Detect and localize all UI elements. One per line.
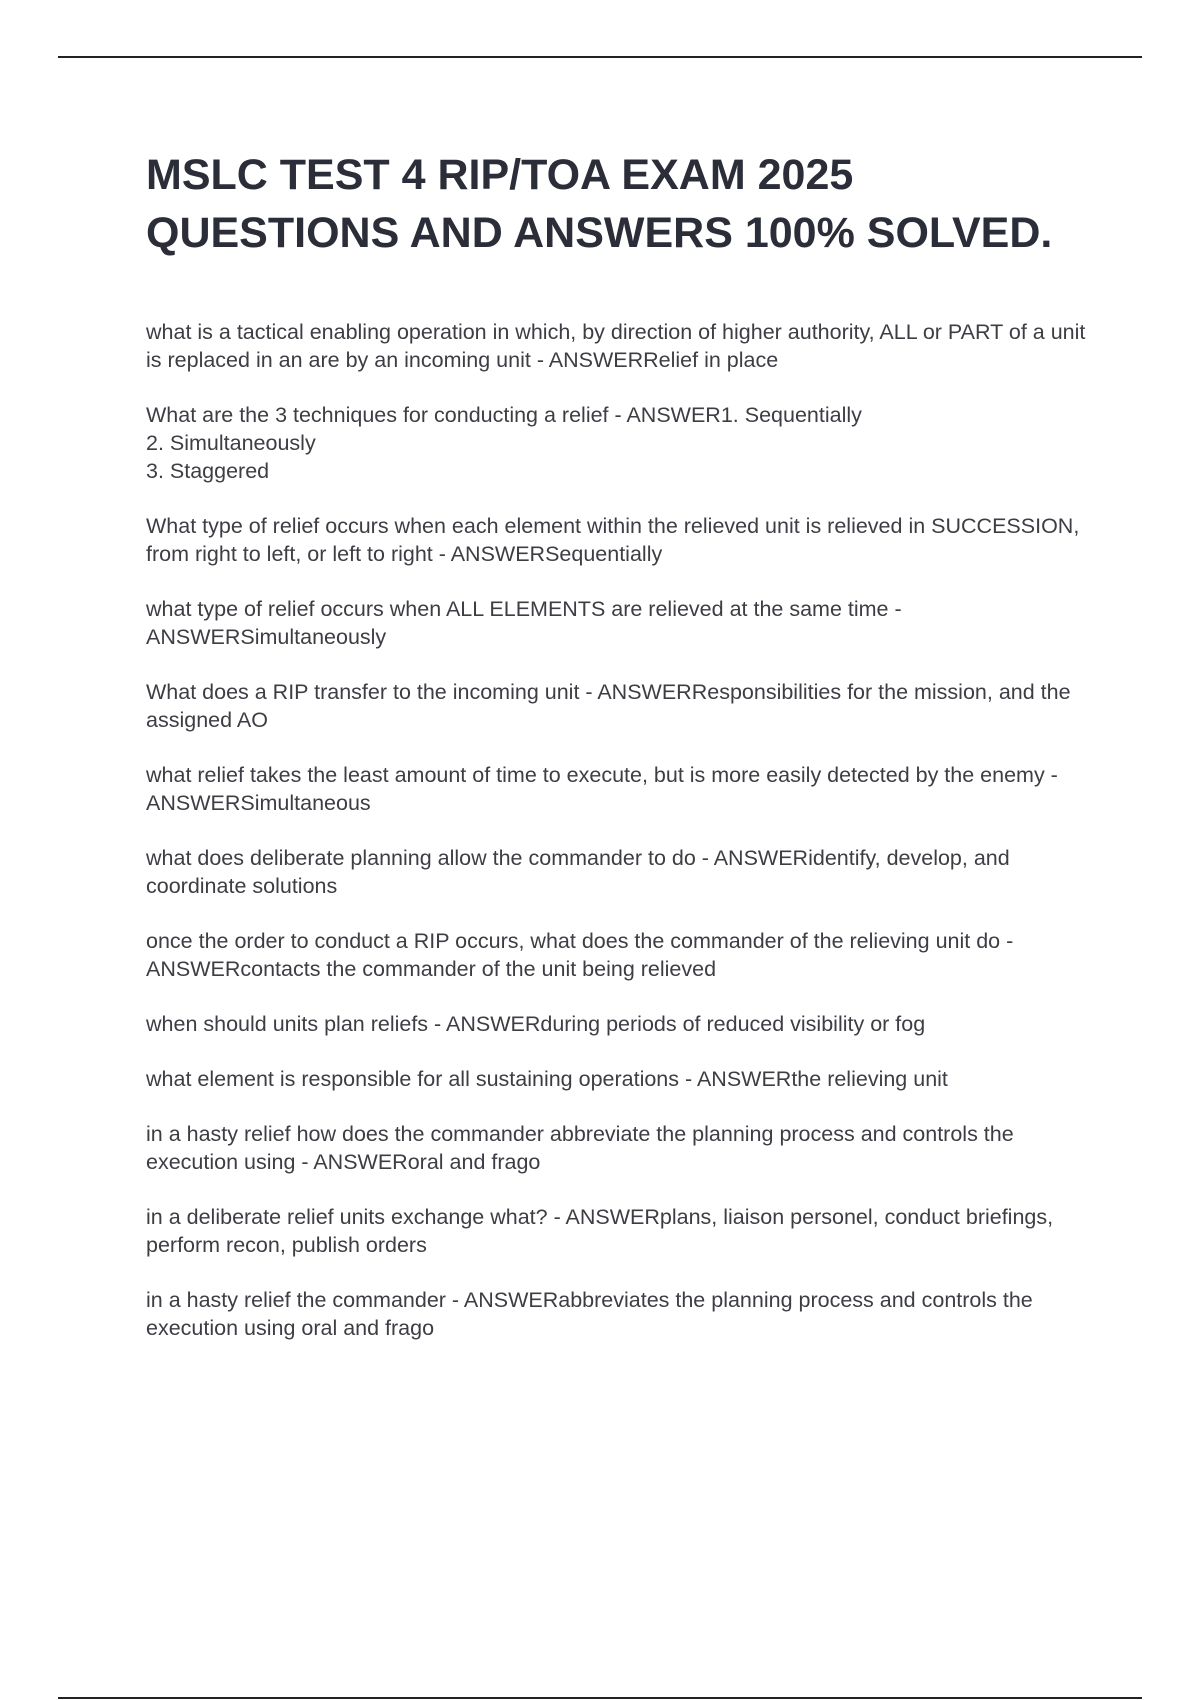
qa-item bbox=[146, 512, 1086, 568]
answer-separator: - ANSWER bbox=[428, 1012, 541, 1036]
question-text: in a deliberate relief units exchange what? bbox=[146, 1205, 548, 1229]
question-text: what is a tactical enabling operation in which, by direction of higher authority, ALL or PART of a unit is replaced in an are by an incoming unit bbox=[146, 320, 1086, 372]
answer-separator: - ANSWER bbox=[146, 763, 1058, 815]
top-rule bbox=[58, 56, 1142, 58]
answer-separator: - ANSWER bbox=[146, 597, 902, 649]
qa-item bbox=[146, 595, 1086, 651]
document-title: MSLC TEST 4 RIP/TOA EXAM 2025 QUESTIONS AND ANSWERS 100% SOLVED. bbox=[146, 151, 1053, 257]
qa-item bbox=[146, 318, 1086, 374]
question-text: what type of relief occurs when ALL ELEMENTS are relieved at the same time bbox=[146, 597, 889, 621]
question-text: once the order to conduct a RIP occurs, what does the commander of the relieving unit do bbox=[146, 929, 1001, 953]
question-text: what element is responsible for all sustaining operations bbox=[146, 1067, 680, 1091]
qa-item bbox=[146, 401, 1086, 485]
question-text: What type of relief occurs when each element within the relieved unit is relieved in SUCCESSION, from right to left, or left to right bbox=[146, 514, 1080, 566]
answer-text: identify, develop, and coordinate solutions bbox=[146, 846, 1010, 898]
question-text: in a hasty relief how does the commander abbreviate the planning process and controls the execution using bbox=[146, 1122, 1014, 1174]
answer-text: Sequentially bbox=[545, 542, 663, 566]
answer-separator: - ANSWER bbox=[608, 403, 721, 427]
qa-item bbox=[146, 678, 1086, 734]
page-content bbox=[146, 146, 1086, 1369]
answer-text: Relief in place bbox=[643, 348, 779, 372]
answer-text: oral and frago bbox=[407, 1150, 541, 1174]
question-text: in a hasty relief the commander bbox=[146, 1288, 446, 1312]
answer-text: Simultaneous bbox=[240, 791, 371, 815]
qa-item bbox=[146, 1203, 1086, 1259]
answer-separator: - ANSWER bbox=[695, 846, 809, 870]
answer-text: the relieving unit bbox=[791, 1067, 948, 1091]
qa-item bbox=[146, 927, 1086, 983]
answer-separator: - ANSWER bbox=[579, 680, 692, 704]
qa-item bbox=[146, 761, 1086, 817]
answer-text: contacts the commander of the unit being relieved bbox=[240, 957, 717, 981]
answer-separator: - ANSWER bbox=[445, 1288, 559, 1312]
answer-text: 1. Sequentially 2. Simultaneously 3. Staggered bbox=[146, 403, 862, 483]
answer-text: plans, liaison personel, conduct briefings, perform recon, publish orders bbox=[146, 1205, 1054, 1257]
question-text: what relief takes the least amount of time to execute, but is more easily detected by the enemy bbox=[146, 763, 1045, 787]
qa-item bbox=[146, 1010, 1086, 1038]
answer-text: Responsibilities for the mission, and the assigned AO bbox=[146, 680, 1071, 732]
qa-item bbox=[146, 1120, 1086, 1176]
bottom-rule bbox=[58, 1697, 1142, 1699]
answer-text: Simultaneously bbox=[240, 625, 387, 649]
qa-list bbox=[146, 318, 1086, 1342]
question-text: What does a RIP transfer to the incoming unit bbox=[146, 680, 580, 704]
answer-separator: - ANSWER bbox=[530, 348, 644, 372]
answer-text: abbreviates the planning process and controls the execution using oral and frago bbox=[146, 1288, 1033, 1340]
answer-text: during periods of reduced visibility or fog bbox=[540, 1012, 926, 1036]
answer-separator: - ANSWER bbox=[679, 1067, 792, 1091]
qa-item bbox=[146, 1065, 1086, 1093]
answer-separator: - ANSWER bbox=[432, 542, 546, 566]
question-text: what does deliberate planning allow the commander to do bbox=[146, 846, 696, 870]
qa-item bbox=[146, 844, 1086, 900]
answer-separator: - ANSWER bbox=[295, 1150, 408, 1174]
qa-item bbox=[146, 1286, 1086, 1342]
question-text: What are the 3 techniques for conducting a relief bbox=[146, 403, 609, 427]
question-text: when should units plan reliefs bbox=[146, 1012, 429, 1036]
answer-separator: - ANSWER bbox=[547, 1205, 660, 1229]
answer-separator: - ANSWER bbox=[146, 929, 1014, 981]
